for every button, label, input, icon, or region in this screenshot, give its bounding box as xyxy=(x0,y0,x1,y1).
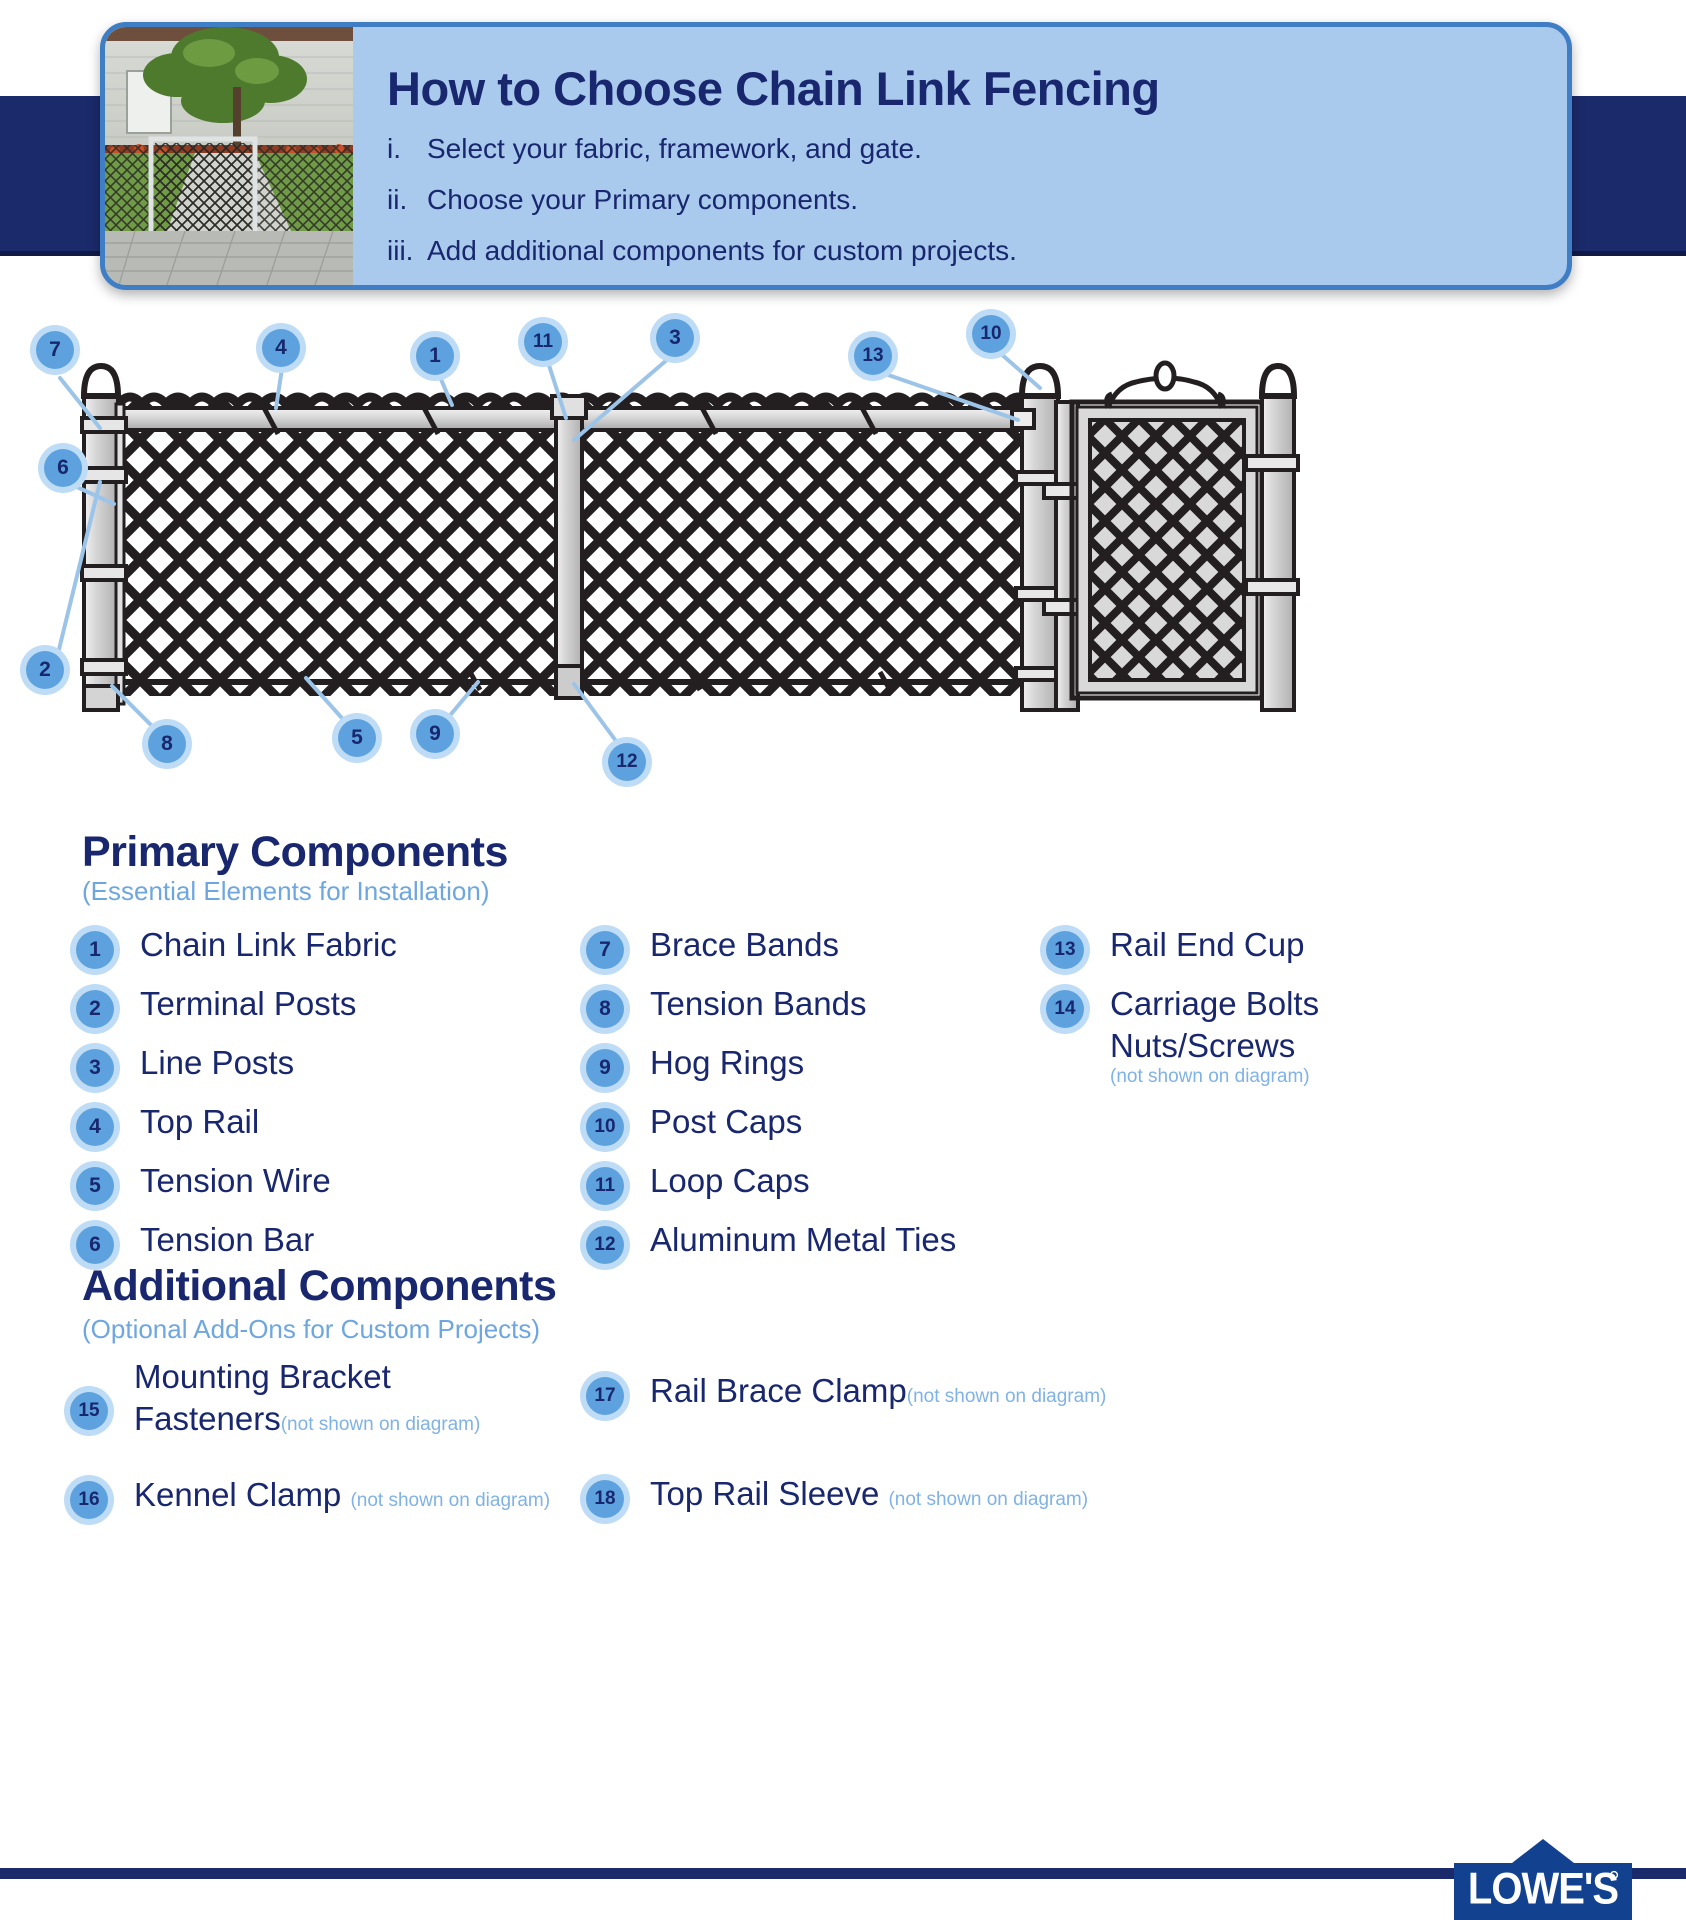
primary-column-1 xyxy=(76,924,596,1278)
callout-5[interactable]: 5 xyxy=(338,719,376,757)
callout-12[interactable]: 12 xyxy=(608,743,646,781)
chain-link-gate-photo xyxy=(105,27,353,285)
item-label: Tension Bands xyxy=(650,985,867,1022)
additional-heading: Additional Components xyxy=(82,1262,557,1310)
item-label: Hog Rings xyxy=(650,1044,805,1081)
list-item[interactable] xyxy=(76,983,596,1028)
list-item[interactable] xyxy=(76,1219,596,1264)
step-numeral: ii. xyxy=(387,184,408,215)
callout-7[interactable]: 7 xyxy=(36,331,74,369)
primary-subheading: (Essential Elements for Installation) xyxy=(82,876,490,906)
item-label: Post Caps xyxy=(650,1103,803,1140)
item-badge: 18 xyxy=(586,1480,624,1518)
list-item[interactable] xyxy=(586,1370,1206,1415)
item-label: Chain Link Fabric xyxy=(140,926,397,963)
item-label xyxy=(134,1474,550,1516)
item-label: Brace Bands xyxy=(650,926,839,963)
item-label-text: Kennel Clamp xyxy=(134,1476,342,1514)
item-label xyxy=(650,1370,1106,1412)
list-item[interactable] xyxy=(76,924,596,969)
primary-column-3 xyxy=(1046,924,1346,1104)
list-item[interactable] xyxy=(586,1160,1106,1205)
primary-heading: Primary Components xyxy=(82,828,508,876)
item-badge: 16 xyxy=(70,1481,108,1519)
item-badge: 15 xyxy=(70,1392,108,1430)
item-label: Tension Bar xyxy=(140,1221,315,1258)
header-steps xyxy=(387,133,1527,286)
item-badge: 5 xyxy=(76,1167,114,1205)
step-item xyxy=(387,133,1527,165)
list-item[interactable] xyxy=(1046,924,1346,969)
item-badge: 11 xyxy=(586,1167,624,1205)
list-item[interactable] xyxy=(586,983,1106,1028)
item-badge: 8 xyxy=(586,990,624,1028)
additional-column-1 xyxy=(70,1356,590,1533)
item-note: (not shown on diagram) xyxy=(1110,1066,1310,1088)
callout-9[interactable]: 9 xyxy=(416,715,454,753)
callout-8[interactable]: 8 xyxy=(148,725,186,763)
item-badge: 10 xyxy=(586,1108,624,1146)
step-item xyxy=(387,235,1527,267)
item-label: Top Rail xyxy=(140,1103,260,1140)
item-badge: 7 xyxy=(586,931,624,969)
list-item[interactable] xyxy=(586,1219,1106,1264)
header-card xyxy=(100,22,1572,290)
list-item[interactable] xyxy=(586,924,1106,969)
additional-column-2 xyxy=(586,1370,1206,1532)
item-label-text: Carriage Bolts Nuts/Screws xyxy=(1110,985,1320,1065)
callout-3[interactable]: 3 xyxy=(656,319,694,357)
additional-subheading: (Optional Add-Ons for Custom Projects) xyxy=(82,1314,541,1344)
callout-11[interactable]: 11 xyxy=(524,323,562,361)
item-label: Terminal Posts xyxy=(140,985,357,1022)
step-text: Add additional components for custom projects. xyxy=(427,235,1017,266)
item-badge: 1 xyxy=(76,931,114,969)
list-item[interactable] xyxy=(76,1101,596,1146)
item-badge: 17 xyxy=(586,1377,624,1415)
callout-10[interactable]: 10 xyxy=(972,315,1010,353)
primary-column-2 xyxy=(586,924,1106,1278)
step-text: Select your fabric, framework, and gate. xyxy=(427,133,922,164)
callout-2[interactable]: 2 xyxy=(26,651,64,689)
list-item[interactable] xyxy=(70,1356,590,1440)
step-item xyxy=(387,184,1527,216)
page-title: How to Choose Chain Link Fencing xyxy=(387,62,1160,115)
item-badge: 3 xyxy=(76,1049,114,1087)
callout-6[interactable]: 6 xyxy=(44,449,82,487)
list-item[interactable] xyxy=(586,1042,1106,1087)
item-label: Loop Caps xyxy=(650,1162,810,1199)
step-numeral: i. xyxy=(387,133,401,164)
item-label-text: Top Rail Sleeve xyxy=(650,1475,880,1512)
item-label: Line Posts xyxy=(140,1044,295,1081)
step-text: Choose your Primary components. xyxy=(427,184,859,215)
item-badge: 12 xyxy=(586,1226,624,1264)
list-item[interactable] xyxy=(76,1160,596,1205)
callout-badges xyxy=(0,300,1686,800)
lowes-logo[interactable] xyxy=(1454,1835,1632,1920)
item-label xyxy=(134,1356,554,1440)
item-label xyxy=(650,1473,1088,1515)
step-numeral: iii. xyxy=(387,235,414,266)
item-badge: 2 xyxy=(76,990,114,1028)
callout-4[interactable]: 4 xyxy=(262,329,300,367)
item-note: (not shown on diagram) xyxy=(280,1414,481,1436)
item-note: (not shown on diagram) xyxy=(888,1489,1089,1510)
item-note: (not shown on diagram) xyxy=(350,1490,551,1512)
footer-divider xyxy=(0,1868,1686,1879)
list-item[interactable] xyxy=(1046,983,1346,1090)
item-label-text: Rail Brace Clamp xyxy=(650,1372,907,1409)
callout-13[interactable]: 13 xyxy=(854,337,892,375)
list-item[interactable] xyxy=(70,1474,590,1519)
list-item[interactable] xyxy=(76,1042,596,1087)
item-badge: 4 xyxy=(76,1108,114,1146)
item-label: Rail End Cup xyxy=(1110,926,1305,963)
item-badge: 9 xyxy=(586,1049,624,1087)
item-label xyxy=(1110,983,1346,1090)
item-label: Aluminum Metal Ties xyxy=(650,1221,957,1258)
lowes-wordmark: LOWE'S xyxy=(1467,1863,1619,1913)
item-badge: 13 xyxy=(1046,931,1084,969)
callout-1[interactable]: 1 xyxy=(416,337,454,375)
item-badge: 6 xyxy=(76,1226,114,1264)
item-badge: 14 xyxy=(1046,990,1084,1028)
item-label: Tension Wire xyxy=(140,1162,331,1199)
list-item[interactable] xyxy=(586,1473,1206,1518)
item-note: (not shown on diagram) xyxy=(906,1386,1107,1407)
item-label-text: Mounting Bracket Fasteners xyxy=(134,1358,391,1438)
fence-diagram xyxy=(0,300,1686,800)
list-item[interactable] xyxy=(586,1101,1106,1146)
